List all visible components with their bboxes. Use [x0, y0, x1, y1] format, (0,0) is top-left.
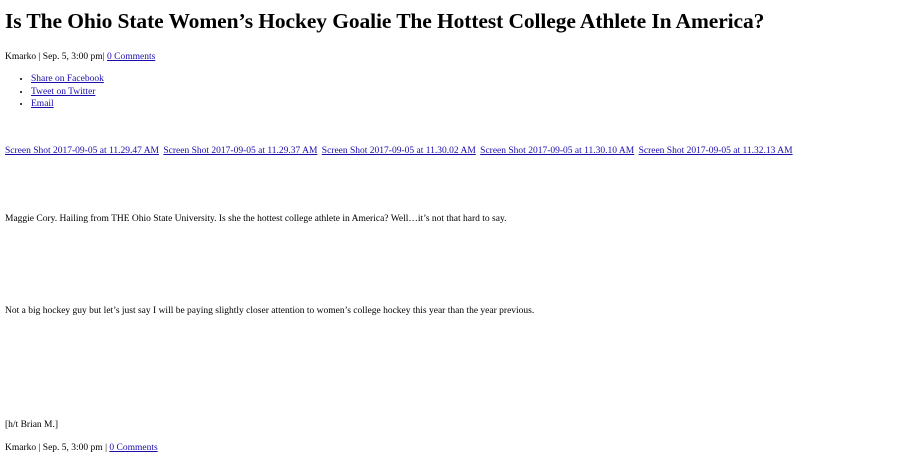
article-title: Is The Ohio State Women’s Hockey Goalie The Hottest College Athlete In America?: [5, 9, 765, 33]
gallery-link-2[interactable]: Screen Shot 2017-09-05 at 11.29.37 AM: [163, 146, 318, 156]
share-item-facebook: [31, 73, 104, 86]
byline-separator: |: [102, 52, 107, 62]
byline-author: Kmarko: [5, 443, 37, 453]
share-item-email: [31, 98, 104, 111]
gallery-link-4[interactable]: Screen Shot 2017-09-05 at 11.30.10 AM: [480, 146, 635, 156]
article-paragraph-2: Not a big hockey guy but let’s just say I will be paying slightly closer attention to women’s college hockey this year than the year previous.: [5, 306, 535, 316]
share-facebook-link[interactable]: Share on Facebook: [31, 74, 104, 84]
gallery-link-3[interactable]: Screen Shot 2017-09-05 at 11.30.02 AM: [321, 146, 476, 156]
byline-separator: |: [36, 52, 43, 62]
comments-link-bottom[interactable]: 0 Comments: [109, 443, 158, 453]
share-email-link[interactable]: Email: [31, 99, 54, 109]
byline-separator: |: [102, 443, 110, 453]
comments-link-top[interactable]: 0 Comments: [106, 52, 156, 62]
byline-separator: |: [36, 443, 43, 453]
share-list: [5, 73, 104, 111]
byline-bottom: [5, 443, 158, 453]
gallery-link-1[interactable]: Screen Shot 2017-09-05 at 11.29.47 AM: [5, 146, 160, 156]
article-hat-tip: [h/t Brian M.]: [5, 420, 59, 430]
byline-date: Sep. 5, 3:00 pm: [42, 52, 103, 62]
article-paragraph-1: Maggie Cory. Hailing from THE Ohio State University. Is she the hottest college athlete in America? Well…it’s not that hard to say.: [5, 214, 507, 224]
byline-top: [5, 52, 155, 62]
byline-date: Sep. 5, 3:00 pm: [42, 443, 103, 453]
share-item-twitter: [31, 86, 104, 99]
gallery-link-5[interactable]: Screen Shot 2017-09-05 at 11.32.13 AM: [638, 146, 793, 156]
tweet-twitter-link[interactable]: Tweet on Twitter: [31, 86, 96, 97]
screenshot-gallery: [5, 146, 795, 156]
byline-author: Kmarko: [5, 52, 37, 62]
